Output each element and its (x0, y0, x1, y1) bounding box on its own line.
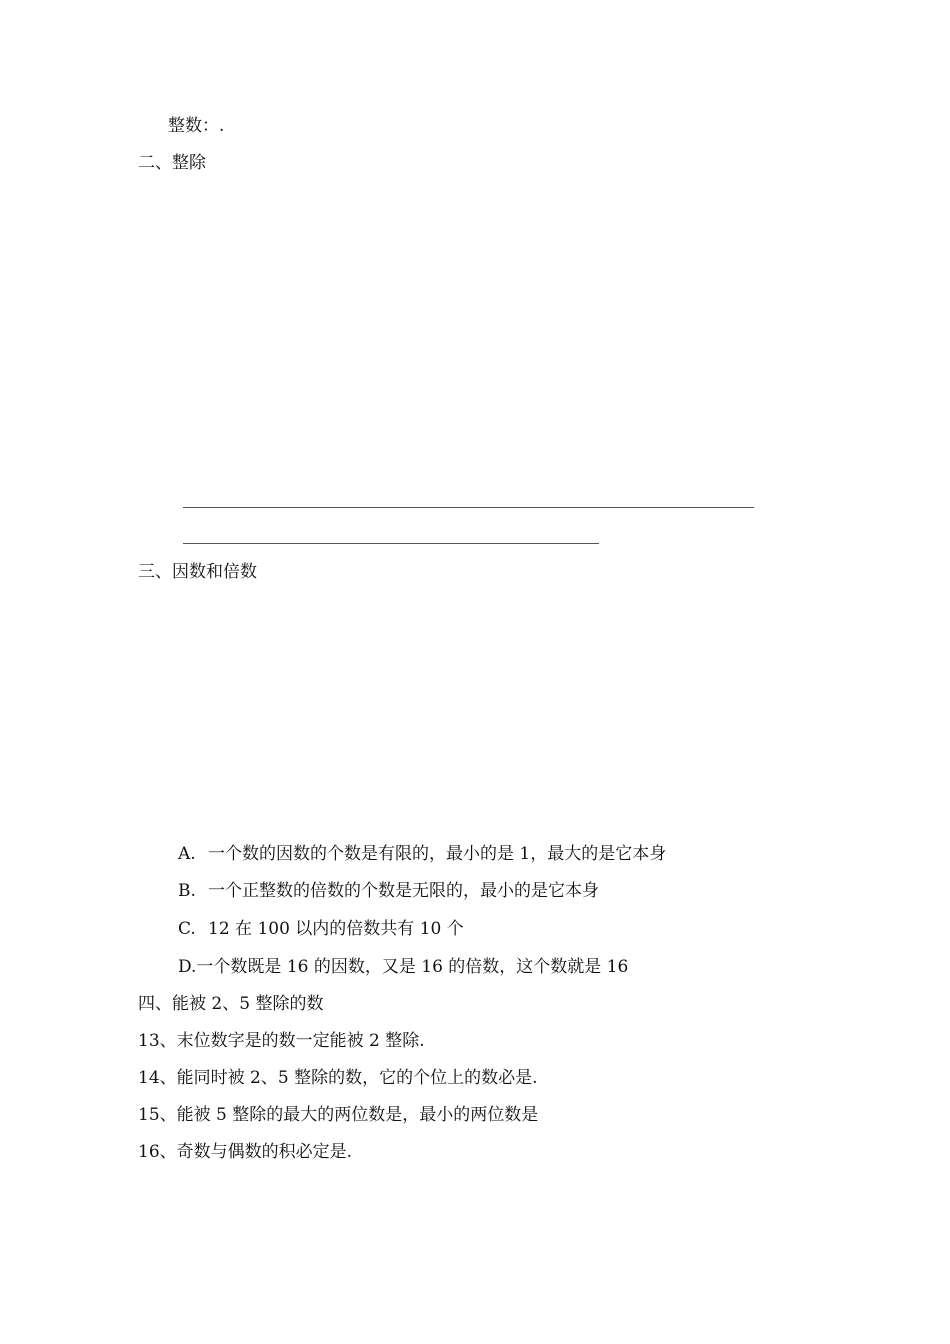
answer-line-2 (183, 543, 599, 544)
option-a-text: 一个数的因数的个数是有限的，最小的是 1，最大的是它本身 (208, 844, 667, 864)
section-heading-3: 三、因数和倍数 (138, 562, 257, 582)
option-c-letter: C. (178, 919, 196, 939)
question-14: 14、能同时被 2、5 整除的数，它的个位上的数必是. (138, 1068, 538, 1088)
option-c (178, 919, 464, 939)
option-b (178, 881, 599, 901)
section-heading-4: 四、能被 2、5 整除的数 (138, 994, 324, 1014)
option-c-text: 12 在 100 以内的倍数共有 10 个 (208, 919, 464, 939)
option-d: D.一个数既是 16 的因数，又是 16 的倍数，这个数就是 16 (178, 957, 629, 977)
option-a-letter: A. (178, 844, 196, 864)
section-heading-2: 二、整除 (138, 153, 206, 173)
option-b-letter: B. (178, 881, 196, 901)
integer-note: 整数：. (168, 116, 225, 136)
question-16: 16、奇数与偶数的积必定是. (138, 1142, 353, 1162)
option-a (178, 844, 666, 864)
answer-line-1 (183, 507, 754, 508)
option-b-text: 一个正整数的倍数的个数是无限的，最小的是它本身 (208, 881, 599, 901)
question-13: 13、末位数字是的数一定能被 2 整除. (138, 1031, 425, 1051)
question-15: 15、能被 5 整除的最大的两位数是，最小的两位数是 (138, 1105, 539, 1125)
